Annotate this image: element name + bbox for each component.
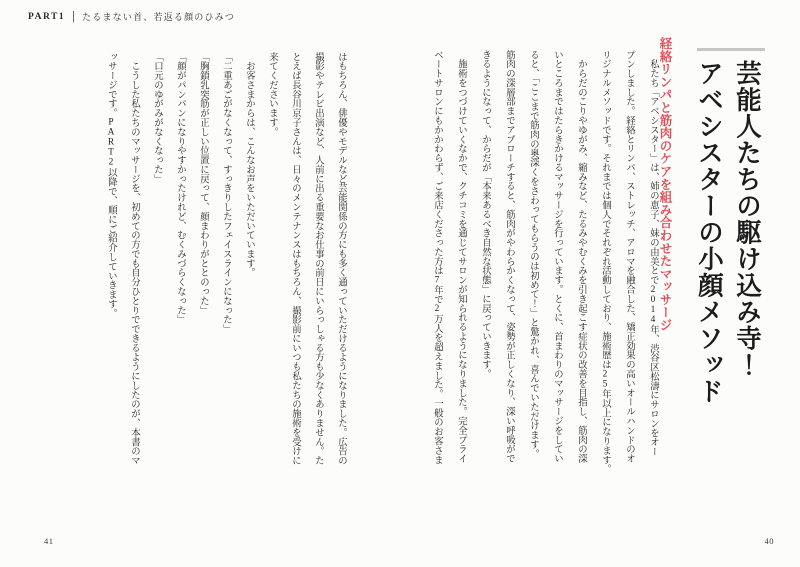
body-column: 施術をつづけていくなかで、クチコミを通じてサロンが知られるようになりました。完全プライ: [456, 50, 466, 464]
body-column: からだのこりやゆがみ、縮みなど、たるみやむくみを引き起こす症状の改善を目指し、筋肉の深: [576, 50, 586, 464]
page-title-line-1: 芸能人たちの駆け込み寺！: [733, 60, 761, 378]
body-column: はもちろん、俳優やモデルなど芸能関係の方にも多く通っていただけるようになりました。広告の: [336, 52, 346, 466]
book-header: [28, 10, 235, 23]
body-column: プンしました。経絡とリンパ、ストレッチ、アロマを融合した、矯正効果の高いオールハンドのオ: [624, 50, 634, 464]
body-column: 来てくださいます。: [267, 52, 277, 137]
body-column: ベートサロンにもかかわらず、ご来店くださった方は7年で2万人を超えました。一般のお客さま: [432, 50, 442, 465]
body-column: 「口元のゆがみがなくなった」: [152, 52, 162, 184]
body-text-right: [425, 50, 665, 476]
body-column: とえば長谷川京子さんは、日々のメンテナンスはもちろん、撮影前にいつも私たちの施術を受けに: [290, 52, 300, 466]
body-column: お客さまからは、こんなお声をいただいています。: [244, 52, 254, 278]
page-title-line-2: アベシスターの小顔メソッド: [695, 60, 723, 405]
body-column: ると、「ここまで筋肉の奥深くをさわってもらうのは初めて！」と驚かれ、喜んでいただけます。: [528, 50, 538, 459]
body-column: 「二重あごがなくなって、すっきりしたフェイスラインになった」: [221, 52, 231, 334]
body-text-left: [99, 52, 352, 478]
body-column: きるようになって、からだが「本来あるべき自然な状態」に戻っていきます。: [480, 50, 490, 379]
body-column: こうした私たちのマッサージを、初めての方でも自分ひとりでできるようにしたのが、本書のマ: [129, 52, 139, 466]
body-column: いところまではたらきかけるマッサージを行っています。とくに、首まわりのマッサージをしてい: [552, 50, 562, 464]
body-column: 私たち「アベシスター」は、姉の恵子、妹の由美とで2014年、渋谷区松濤にサロンをオー: [648, 50, 658, 457]
body-column: リジナルメソッドです。それまでは個人でそれぞれ活動しており、施術歴は25年以上になります。: [600, 50, 610, 474]
body-column: ッサージです。PART2以降で、順にご紹介していきます。: [106, 52, 116, 318]
page-number-left: 41: [44, 536, 54, 546]
section-subtitle: 経絡リンパと筋肉のケアを組み合わせたマッサージ: [658, 37, 672, 332]
header-divider-line: [73, 11, 74, 22]
body-column: 「胸鎖乳突筋が正しい位置に戻って、顔まわりがととのった」: [198, 52, 208, 315]
body-column: 撮影やテレビ出演など、人前に出る重要なお仕事の前日にいらっしゃる方も少なくありません。た: [313, 52, 323, 466]
part-label: PART1: [28, 11, 66, 22]
body-column: 筋肉の深層部までアプローチすると、筋肉がやわらかくなって、姿勢が正しくなり、深い呼吸がで: [504, 50, 514, 464]
title-rule: [697, 48, 765, 51]
chapter-title: たるまない首、若返る顔のひみつ: [82, 12, 235, 22]
page-number-right: 40: [764, 536, 774, 546]
body-column: 「顔がパンパンになりやすかったけれど、むくみづらくなった」: [175, 52, 185, 325]
page-title: [690, 60, 766, 405]
